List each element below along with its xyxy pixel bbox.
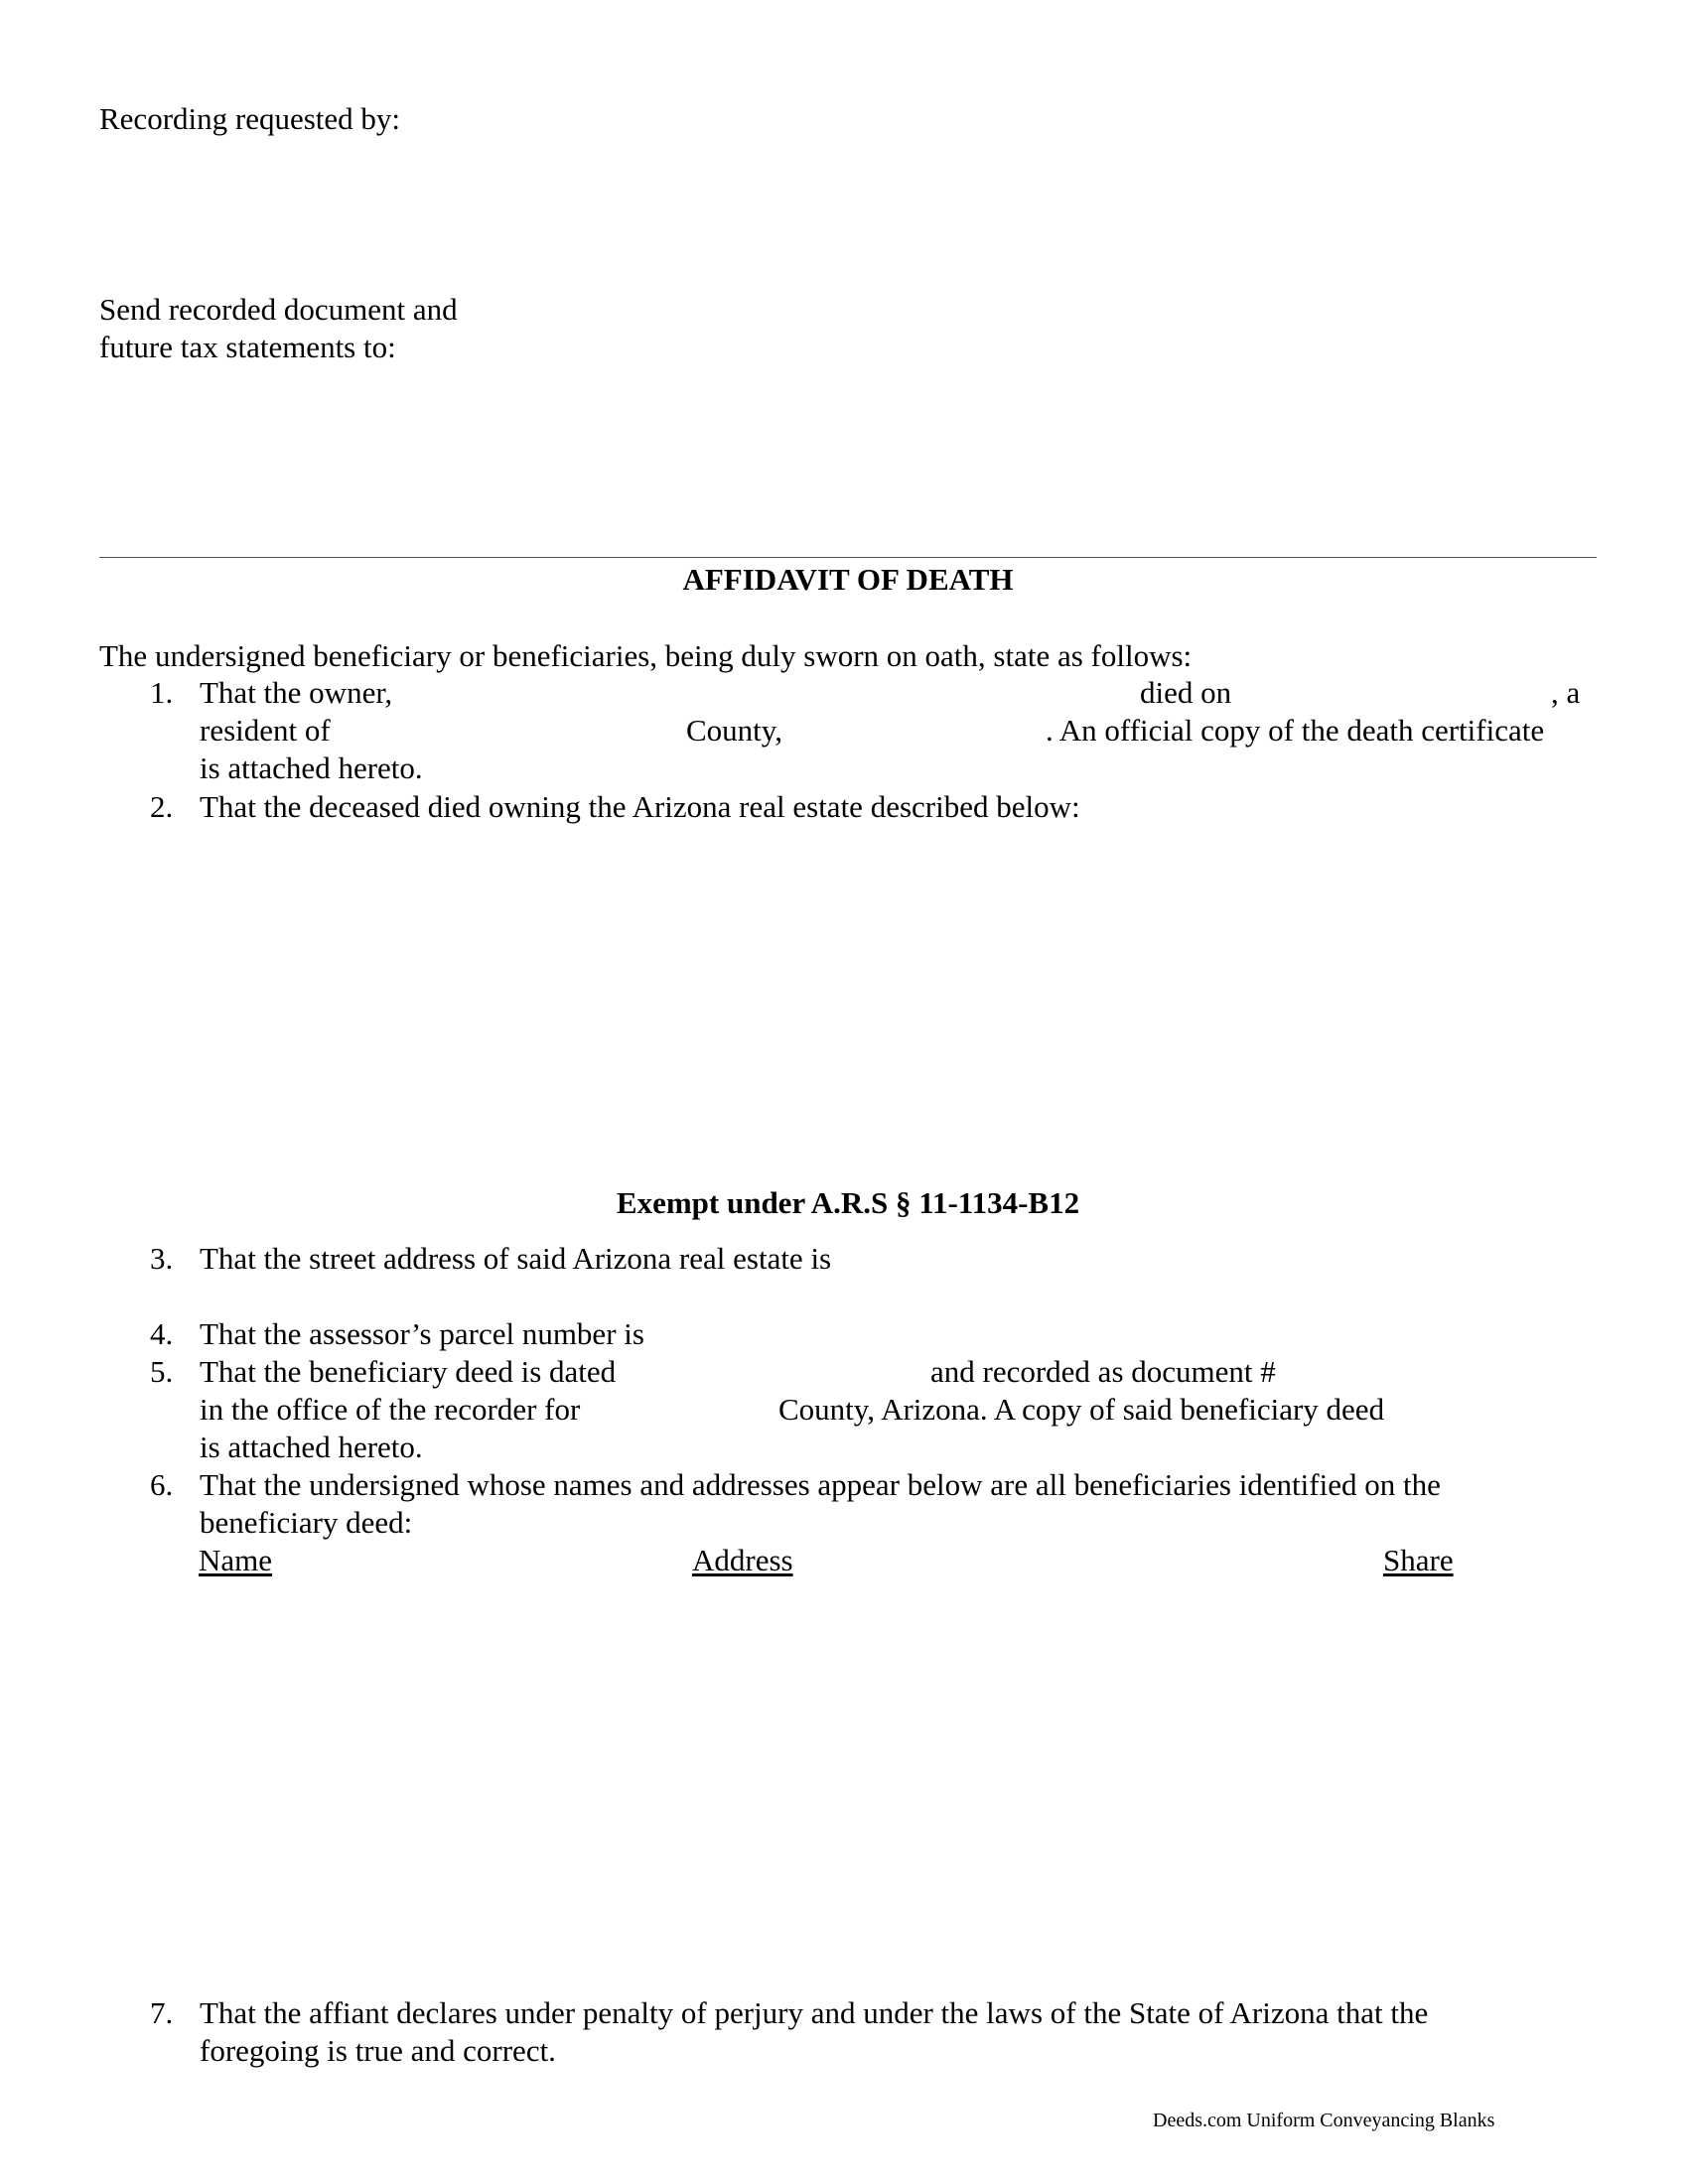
recording-requested-label: Recording requested by: <box>99 101 401 136</box>
beneficiary-name-column-header: Name <box>199 1543 273 1577</box>
item-1-attached-text: is attached hereto. <box>200 751 423 785</box>
header-divider <box>99 557 1597 558</box>
item-2-text: That the deceased died owning the Arizona real estate described below: <box>200 789 1080 824</box>
item-7-text-line1: That the affiant declares under penalty of perjury and under the laws of the State of Arizona that the <box>200 1995 1429 2030</box>
item-3-number: 3. <box>150 1241 174 1276</box>
item-2-number: 2. <box>150 789 174 824</box>
item-1-official-copy-text: . An official copy of the death certificate <box>1046 713 1545 748</box>
item-1-owner-text: That the owner, <box>200 675 393 710</box>
item-1-died-on-text: died on <box>1140 675 1232 710</box>
intro-statement: The undersigned beneficiary or beneficiaries, being duly sworn on oath, state as follows: <box>99 638 1193 673</box>
item-6-number: 6. <box>150 1467 174 1502</box>
send-to-label-line1: Send recorded document and <box>99 292 458 327</box>
page-footer: Deeds.com Uniform Conveyancing Blanks <box>1153 2110 1495 2131</box>
item-6-text-line2: beneficiary deed: <box>200 1505 413 1540</box>
item-1-resident-text: resident of <box>200 713 331 748</box>
item-5-recorded-text: and recorded as document # <box>930 1354 1276 1389</box>
item-1-number: 1. <box>150 675 174 710</box>
item-5-dated-text: That the beneficiary deed is dated <box>200 1354 617 1389</box>
item-3-text: That the street address of said Arizona real estate is <box>200 1241 832 1276</box>
item-6-text-line1: That the undersigned whose names and addresses appear below are all beneficiaries identified on the <box>200 1467 1441 1502</box>
item-5-county-arizona-text: County, Arizona. A copy of said beneficiary deed <box>778 1392 1385 1427</box>
item-5-attached-text: is attached hereto. <box>200 1430 423 1464</box>
document-title: AFFIDAVIT OF DEATH <box>682 562 1014 597</box>
item-7-number: 7. <box>150 1995 174 2030</box>
send-to-label-line2: future tax statements to: <box>99 330 396 364</box>
item-7-text-line2: foregoing is true and correct. <box>200 2033 556 2068</box>
item-1-county-text: County, <box>686 713 783 748</box>
item-5-number: 5. <box>150 1354 174 1389</box>
item-1-comma-a-text: , a <box>1551 675 1581 710</box>
beneficiary-address-column-header: Address <box>692 1543 793 1577</box>
item-4-number: 4. <box>150 1316 174 1351</box>
item-4-text: That the assessor’s parcel number is <box>200 1316 644 1351</box>
beneficiary-share-column-header: Share <box>1383 1543 1454 1577</box>
item-5-office-text: in the office of the recorder for <box>200 1392 581 1427</box>
exempt-heading: Exempt under A.R.S § 11-1134-B12 <box>616 1185 1080 1220</box>
